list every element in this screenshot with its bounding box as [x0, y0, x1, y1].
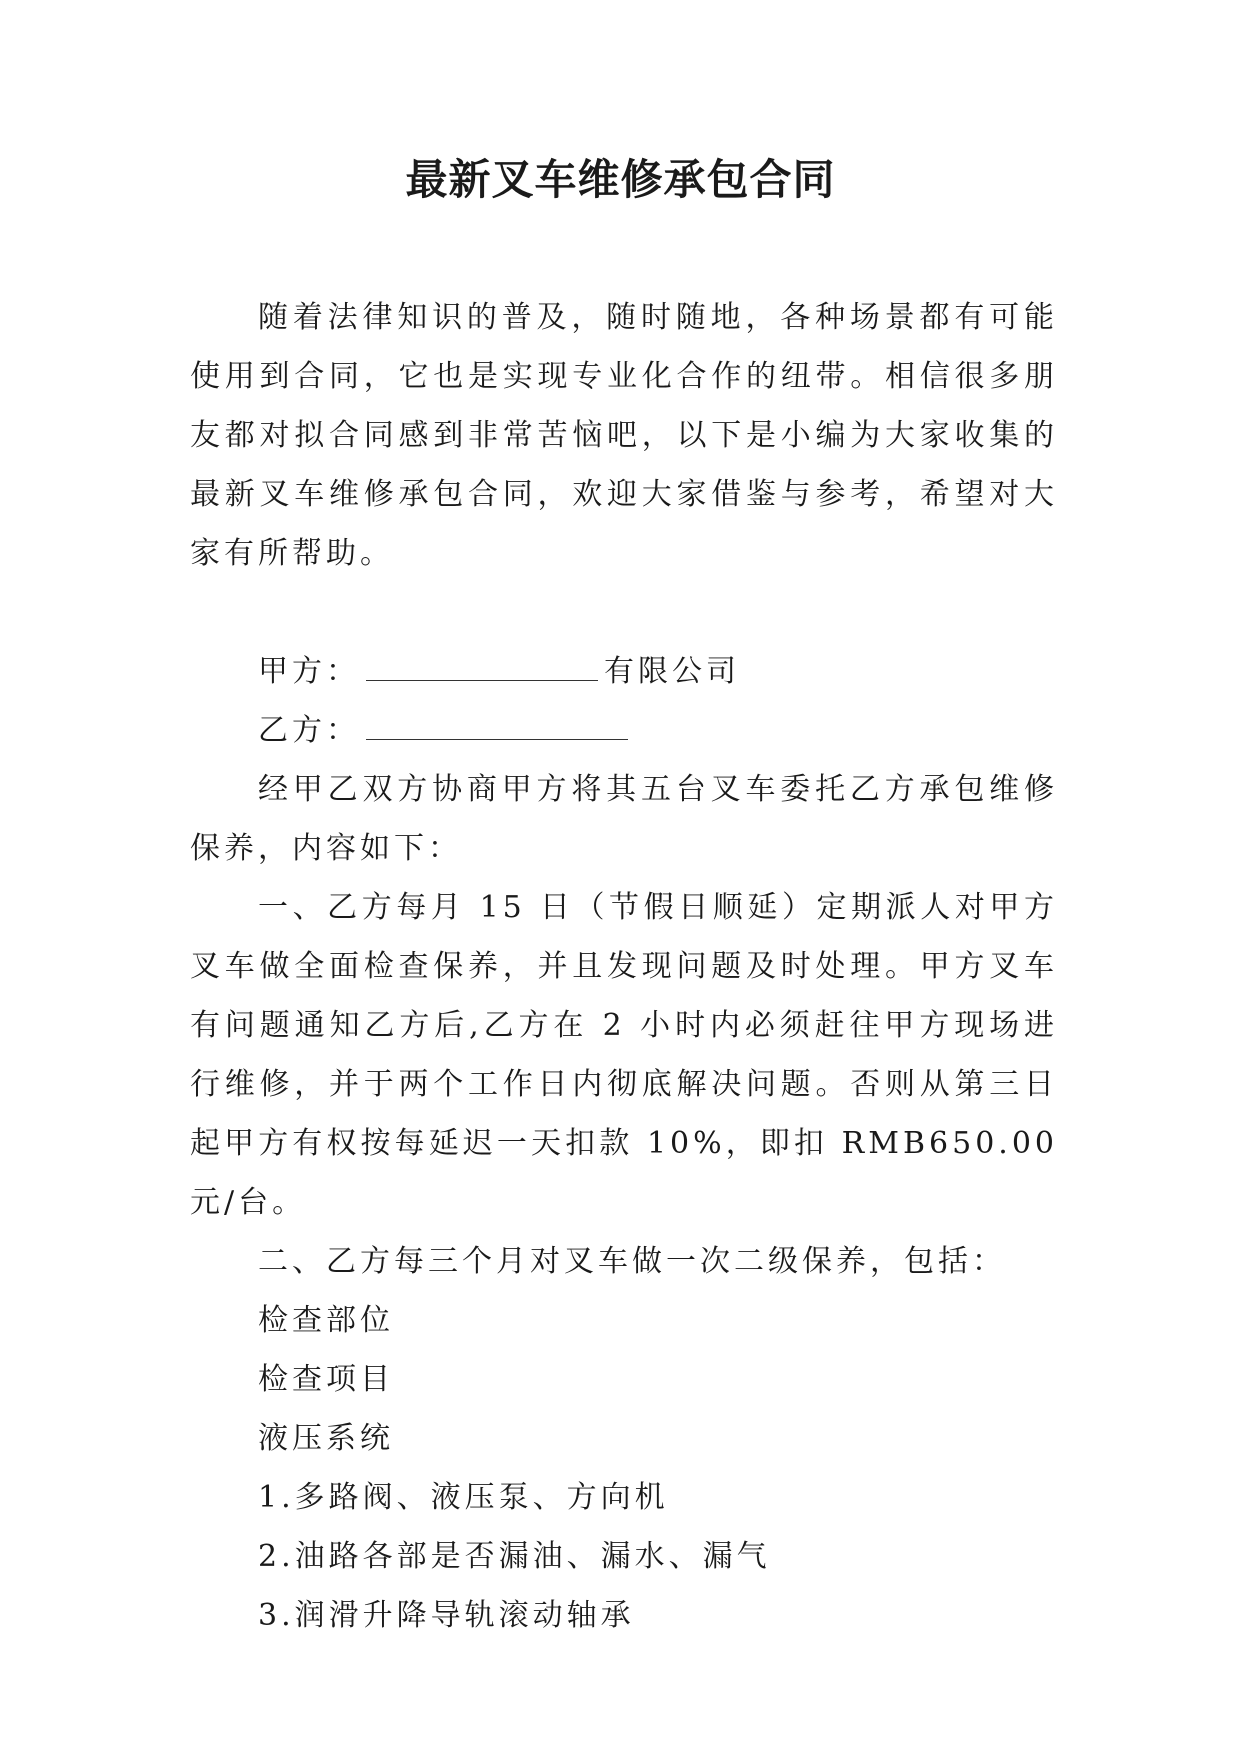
party-b-blank: [366, 711, 628, 740]
system-label: 液压系统: [258, 1421, 394, 1456]
clause-1-paragraph: 一、乙方每月 15 日（节假日顺延）定期派人对甲方叉车做全面检查保养，并且发现问题及时处理。甲方叉车有问题通知乙方后,乙方在 2 小时内必须赶往甲方现场进行维修，并于两个工作日内彻底解决问题。否则从第三日起甲方有权按每延迟一天扣款 10%，即扣 RMB650.00 元/台。: [190, 890, 1058, 1220]
party-a-suffix: 有限公司: [604, 654, 740, 689]
intro-paragraph: 随着法律知识的普及，随时随地，各种场景都有可能使用到合同，它也是实现专业化合作的纽带。相信很多朋友都对拟合同感到非常苦恼吧，以下是小编为大家收集的最新叉车维修承包合同，欢迎大家借鉴与参考，希望对大家有所帮助。: [190, 300, 1058, 571]
paragraph-gap: [190, 583, 1058, 642]
preamble-paragraph: 经甲乙双方协商甲方将其五台叉车委托乙方承包维修保养，内容如下：: [190, 772, 1058, 866]
list-item: 3.润滑升降导轨滚动轴承: [258, 1598, 635, 1633]
list-item: 2.油路各部是否漏油、漏水、漏气: [258, 1539, 771, 1574]
party-a-blank: [366, 652, 598, 681]
check-part-label: 检查部位: [258, 1303, 394, 1338]
clause-2-paragraph: 二、乙方每三个月对叉车做一次二级保养，包括：: [258, 1244, 1006, 1279]
party-a-line: [190, 642, 1058, 701]
list-item: 1.多路阀、液压泵、方向机: [258, 1480, 669, 1515]
party-a-label: 甲方：: [258, 654, 360, 689]
party-b-label: 乙方：: [258, 713, 360, 748]
party-b-line: [190, 701, 1058, 760]
check-item-label: 检查项目: [258, 1362, 394, 1397]
document-title: 最新叉车维修承包合同: [405, 155, 836, 204]
document-body: [190, 288, 1058, 1645]
